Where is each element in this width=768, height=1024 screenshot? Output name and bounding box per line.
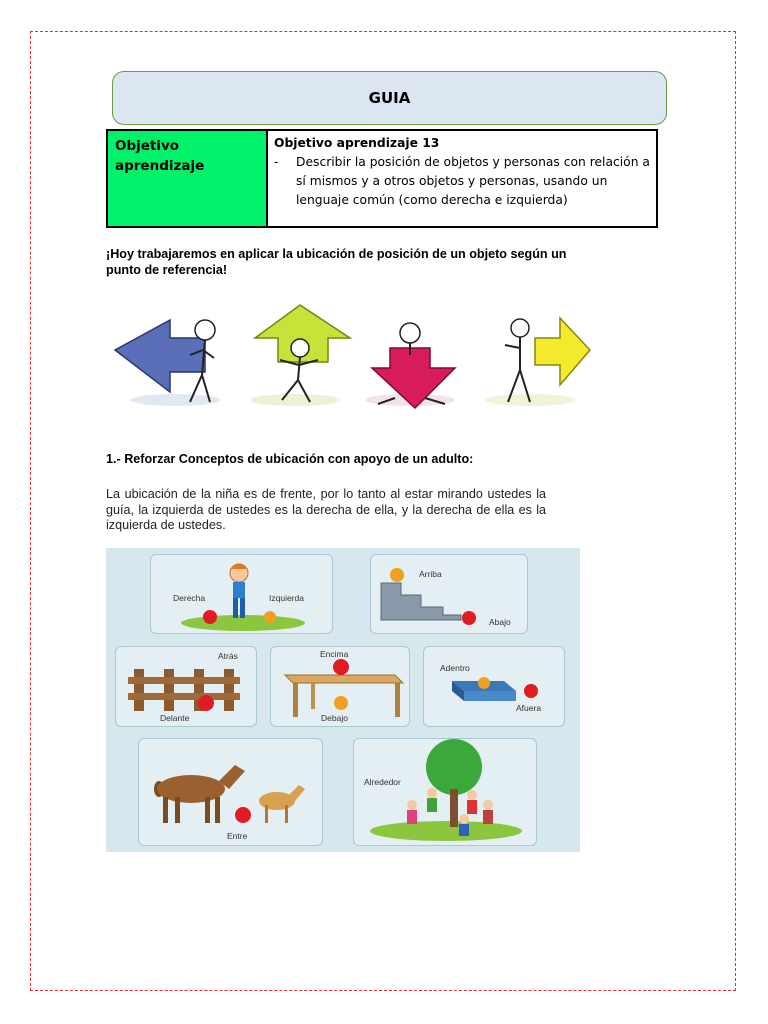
direction-arrows-illustration bbox=[110, 300, 600, 415]
section-1-paragraph: La ubicación de la niña es de frente, por lo tanto al estar mirando ustedes la guía, la izquierda de ustedes es la derecha de ella, y la derecha de ella es la izquierda de ustedes. bbox=[106, 487, 546, 532]
label-afuera: Afuera bbox=[516, 703, 542, 713]
panel-arriba-abajo bbox=[370, 554, 528, 634]
objective-bullet bbox=[274, 153, 650, 210]
label-atras: Atrás bbox=[218, 651, 238, 661]
position-concepts-illustration bbox=[106, 548, 580, 852]
panel-encima-debajo bbox=[270, 646, 410, 727]
label-entre: Entre bbox=[227, 831, 248, 841]
label-derecha: Derecha bbox=[173, 593, 206, 603]
box-picture bbox=[424, 647, 566, 728]
section-1-title: 1.- Reforzar Conceptos de ubicación con apoyo de un adulto: bbox=[106, 452, 474, 466]
label-abajo: Abajo bbox=[489, 617, 511, 627]
objective-heading: Objetivo aprendizaje 13 bbox=[274, 136, 440, 150]
arrow-right-icon bbox=[485, 318, 590, 406]
intro-text: ¡Hoy trabajaremos en aplicar la ubicación de posición de un objeto según un punto de referencia! bbox=[106, 247, 567, 277]
page-title: GUIA bbox=[112, 71, 667, 125]
objective-table bbox=[106, 129, 658, 228]
label-izquierda: Izquierda bbox=[269, 593, 304, 603]
arrow-left-icon bbox=[115, 320, 220, 406]
label-debajo: Debajo bbox=[321, 713, 348, 723]
panel-atras-delante bbox=[115, 646, 257, 727]
label-adentro: Adentro bbox=[440, 663, 470, 673]
tree-children-picture bbox=[354, 739, 538, 847]
arrow-down-icon bbox=[365, 323, 455, 408]
objective-label: Objetivo aprendizaje bbox=[108, 131, 268, 226]
label-arriba: Arriba bbox=[419, 569, 442, 579]
panel-entre bbox=[138, 738, 323, 846]
label-encima: Encima bbox=[320, 649, 349, 659]
bullet-marker: - bbox=[274, 155, 279, 169]
label-delante: Delante bbox=[160, 713, 190, 723]
panel-derecha-izquierda bbox=[150, 554, 333, 634]
objective-content bbox=[268, 131, 656, 226]
panel-alrededor bbox=[353, 738, 537, 846]
objective-bullet-text: Describir la posición de objetos y personas con relación a sí mismos y a otros objetos y personas, usando un lenguaje común (como derecha e izquierda) bbox=[296, 155, 650, 207]
arrow-up-icon bbox=[250, 305, 350, 406]
panel-adentro-afuera bbox=[423, 646, 565, 727]
label-alrededor: Alrededor bbox=[364, 777, 401, 787]
